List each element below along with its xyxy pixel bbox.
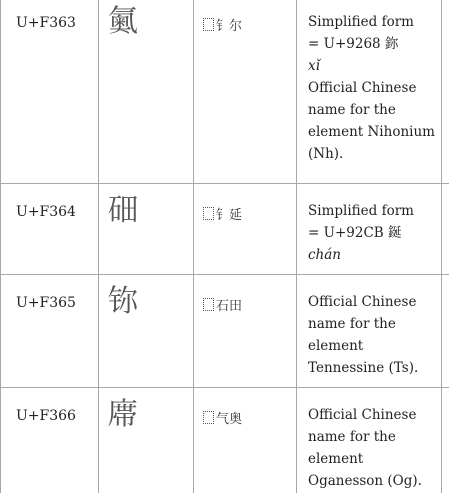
note-line: (Nh). [308, 146, 344, 162]
note-line: Tennessine (Ts). [308, 360, 419, 376]
pinyin-reading: xǐ [308, 58, 320, 74]
ids-components: 钅延 [216, 208, 243, 223]
note-line: Official Chinese [308, 407, 417, 423]
table-row [1, 0, 449, 184]
ids-cell [194, 184, 297, 275]
ids-placeholder-icon [203, 411, 214, 424]
notes-cell [297, 184, 442, 275]
code-point-cell: U+F364 [1, 184, 99, 275]
table-row [1, 275, 449, 388]
ids-cell [194, 388, 297, 493]
character-glyph-cell: 鿫 [99, 0, 194, 184]
notes-cell [297, 388, 442, 493]
note-line: element [308, 451, 364, 467]
code-point-cell: U+F363 [1, 0, 99, 184]
note-line: name for the [308, 429, 396, 445]
note-line: Oganesson (Og). [308, 473, 422, 489]
code-point-cell: U+F365 [1, 275, 99, 388]
ids-cell [194, 275, 297, 388]
ids-placeholder-icon [203, 207, 214, 220]
note-line: = U+92CB 鋋 [308, 225, 402, 241]
pinyin-reading: chán [308, 247, 341, 263]
ids-placeholder-icon [203, 298, 214, 311]
character-glyph-cell: 鿬 [99, 184, 194, 275]
table-row [1, 184, 449, 275]
note-line: element [308, 338, 364, 354]
code-point-cell: U+F366 [1, 388, 99, 493]
note-line: element Nihonium [308, 124, 435, 140]
note-line: Official Chinese [308, 80, 417, 96]
ids-components: 石田 [216, 299, 243, 314]
ids-cell [194, 0, 297, 184]
note-line: = U+9268 鉨 [308, 36, 399, 52]
character-glyph-cell: 鿮 [99, 388, 194, 493]
ids-placeholder-icon [203, 18, 214, 31]
character-glyph-cell: 鿭 [99, 275, 194, 388]
table-row [1, 388, 449, 493]
note-line: name for the [308, 102, 396, 118]
extra-column-cell [442, 388, 449, 493]
extra-column-cell [442, 184, 449, 275]
note-line: Simplified form [308, 203, 414, 219]
note-line: name for the [308, 316, 396, 332]
extra-column-cell [442, 275, 449, 388]
notes-cell [297, 275, 442, 388]
extra-column-cell [442, 0, 449, 184]
ids-components: 钅尔 [216, 19, 243, 34]
note-line: Simplified form [308, 14, 414, 30]
notes-cell [297, 0, 442, 184]
ids-components: 气奥 [216, 412, 243, 427]
note-line: Official Chinese [308, 294, 417, 310]
